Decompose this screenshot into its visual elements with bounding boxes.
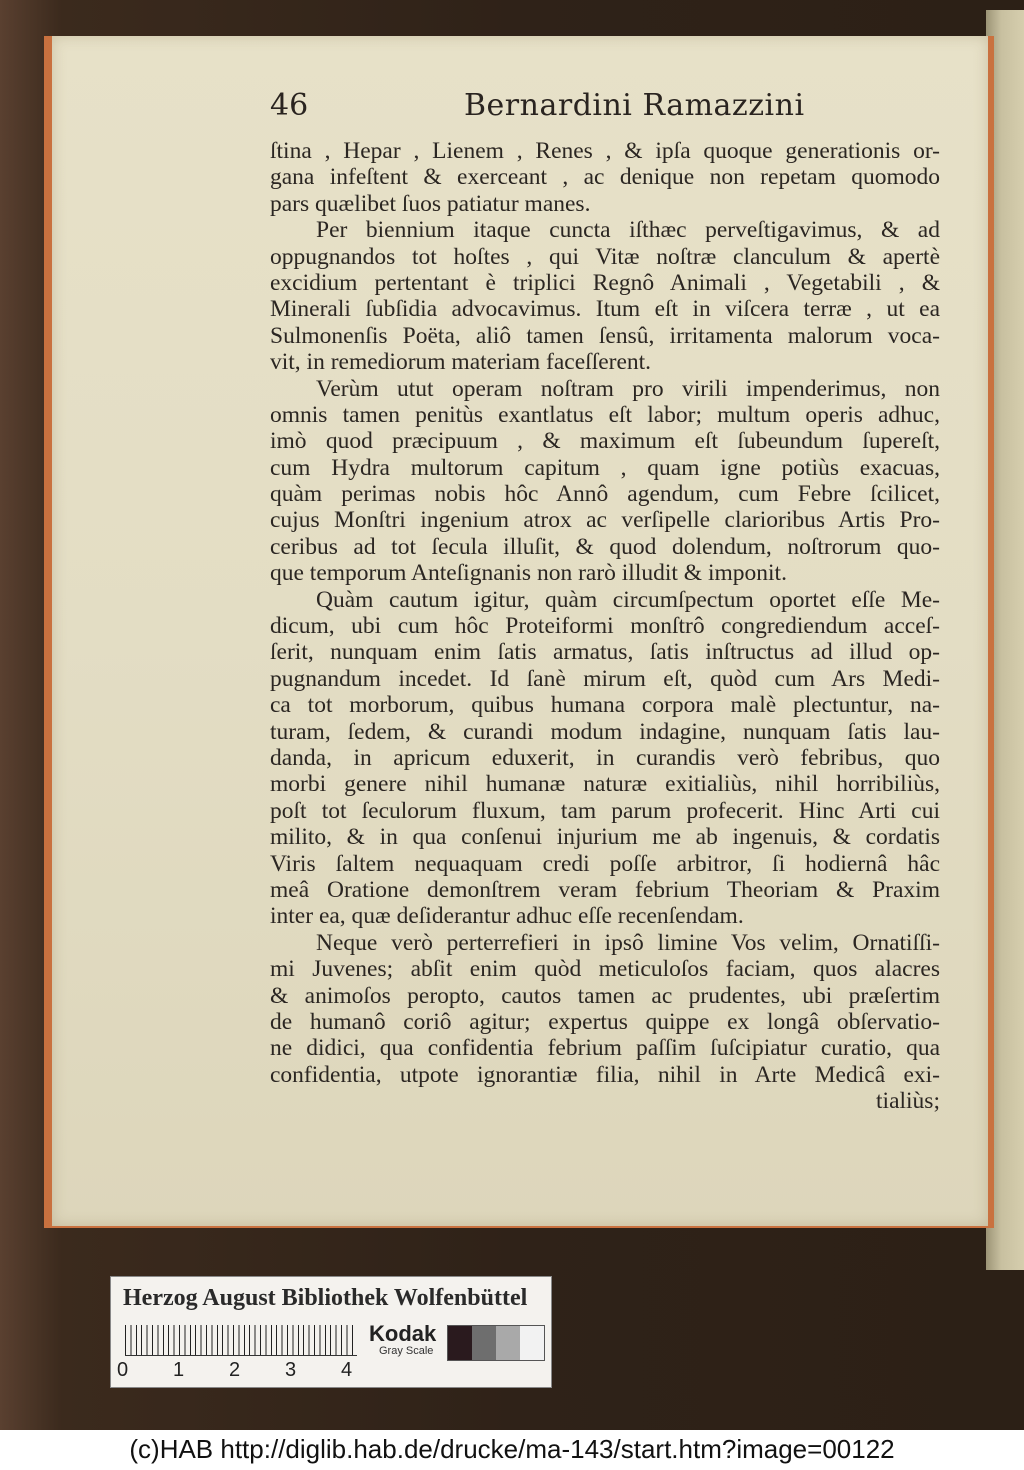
kodak-logo-text: Kodak	[369, 1321, 437, 1346]
ruler-number: 0	[117, 1359, 129, 1381]
text-line: Sulmonenſis Poëta, aliô tamen ſensû, irritamenta malorum voca-	[270, 322, 940, 349]
text-line: quàm perimas nobis hôc Annô agendum, cum Febre ſcilicet,	[270, 481, 940, 508]
text-line: inter ea, quæ deſiderantur adhuc eſſe recenſendam.	[270, 903, 744, 930]
library-color-card	[110, 1276, 552, 1388]
text-line: turam, ſedem, & curandi modum indagine, nunquam ſatis lau-	[270, 718, 940, 745]
text-line: poſt tot ſeculorum fluxum, tam parum profecerit. Hinc Arti cui	[270, 797, 940, 824]
library-name: Herzog August Bibliothek Wolfenbüttel	[123, 1285, 528, 1311]
text-line: excidium pertentant è triplici Regnô Animali , Vegetabili , &	[270, 269, 940, 296]
text-line: milito, & in qua conſenui injurium me ab ingenuis, & cordatis	[270, 824, 940, 851]
text-line: & animoſos peropto, cautos tamen ac prudentes, ubi præſertim	[270, 982, 940, 1009]
text-line: ceribus ad tot ſecula illuſit, & quod dolendum, noſtrorum quo-	[270, 533, 940, 560]
gray-swatch	[496, 1326, 520, 1360]
text-line: mi Juvenes; abſit enim quòd meticuloſos faciam, quos alacres	[270, 956, 940, 983]
footer-bar	[0, 1430, 1024, 1470]
text-line: Neque verò perterrefieri in ipsô limine Vos velim, Ornatiſſi-	[316, 929, 940, 956]
text-line: ca tot morborum, quibus humana corpora malè plectuntur, na-	[270, 692, 940, 719]
text-line: de humanô coriô agitur; expertus quippe ex longâ obſervatio-	[270, 1008, 940, 1035]
running-head-title: Bernardini Ramazzini	[464, 88, 805, 123]
text-line: pars quælibet ſuos patiatur manes.	[270, 190, 591, 217]
text-line: ſerit, nunquam enim ſatis armatus, ſatis inſtructus ad illud op-	[270, 639, 940, 666]
ruler-number: 1	[173, 1359, 185, 1381]
text-line: que temporum Anteſignanis non rarò illudit & imponit.	[270, 560, 787, 587]
text-line: imò quod præcipuum , & maximum eſt ſubeundum ſupereſt,	[270, 428, 940, 455]
text-line: gana infeſtent & exerceant , ac denique non repetam quomodo	[270, 164, 940, 191]
text-line: Quàm cautum igitur, quàm circumſpectum oportet eſſe Me-	[316, 586, 940, 613]
gray-swatch	[448, 1326, 472, 1360]
text-line: ne didici, qua confidentia febrium paſſim ſuſcipiatur curatio, qua	[270, 1035, 940, 1062]
ruler-numbers	[117, 1359, 367, 1383]
text-line: Verùm utut operam noſtram pro virili impenderimus, non	[316, 375, 940, 402]
text-line: oppugnandos tot hoſtes , qui Vitæ noſtræ clanculum & apertè	[270, 243, 940, 270]
text-line: cujus Monſtri ingenium atrox ac verſipelle clarioribus Artis Pro-	[270, 507, 940, 534]
body-text	[270, 138, 940, 1114]
page-number: 46	[270, 88, 309, 123]
text-line: ſtina , Hepar , Lienem , Renes , & ipſa quoque generationis or-	[270, 138, 940, 164]
text-line: meâ Oratione demonſtrem veram febrium Theoriam & Praxim	[270, 876, 940, 903]
text-line: Minerali ſubſidia advocavimus. Itum eſt in viſcera terræ , ut ea	[270, 296, 940, 323]
gray-scale-swatches	[447, 1325, 545, 1361]
text-line: confidentia, utpote ignorantiæ filia, nihil in Arte Medicâ exi-	[270, 1061, 940, 1088]
text-line: vit, in remediorum materiam faceſſerent.	[270, 349, 652, 376]
gray-swatch	[472, 1326, 496, 1360]
ruler-number: 2	[229, 1359, 241, 1381]
ruler-scale	[125, 1325, 357, 1356]
text-line: omnis tamen penitùs exantlatus eſt labor; multum operis adhuc,	[270, 401, 940, 428]
kodak-gray-scale-label: Gray Scale	[379, 1345, 434, 1357]
text-line: Viris ſaltem nequaquam credi poſſe arbitror, ſi hodiernâ hâc	[270, 850, 940, 877]
text-line: morbi genere nihil humanæ naturæ exitialiùs, nihil horribiliùs,	[270, 771, 940, 798]
text-line: pugnandum incedet. Id ſanè mirum eſt, quòd cum Ars Medi-	[270, 665, 940, 692]
text-line: cum Hydra multorum capitum , quam igne potiùs exacuas,	[270, 454, 940, 481]
text-line: tialiùs;	[876, 1088, 940, 1115]
ruler-number: 4	[341, 1359, 353, 1381]
running-head	[270, 88, 960, 128]
text-line: Per biennium itaque cuncta iſthæc perveſtigavimus, & ad	[316, 217, 940, 244]
gray-swatch	[520, 1326, 544, 1360]
footer-url: (c)HAB http://diglib.hab.de/drucke/ma-143/start.htm?image=00122	[129, 1434, 895, 1464]
ruler-number: 3	[285, 1359, 297, 1381]
text-line: danda, in apricum eduxerit, in curandis verò febribus, quo	[270, 744, 940, 771]
text-line: dicum, ubi cum hôc Proteiformi monſtrô congrediendum acceſ-	[270, 613, 940, 640]
